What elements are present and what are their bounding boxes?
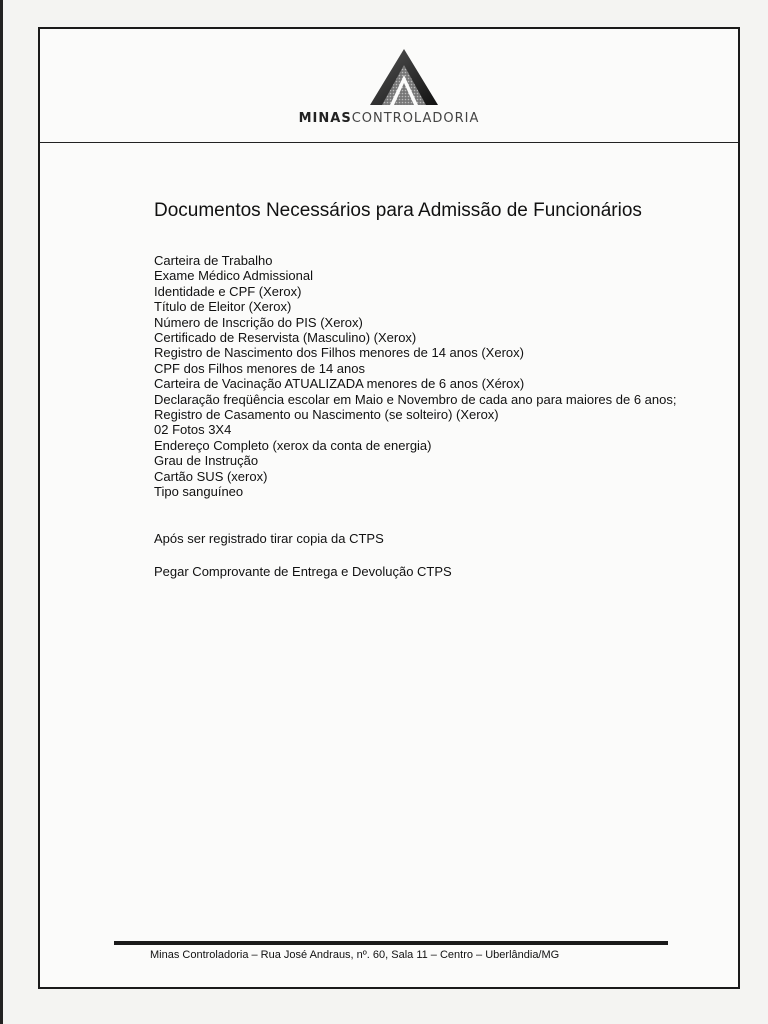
list-item: Certificado de Reservista (Masculino) (Xerox) [154, 330, 417, 346]
note-receipt: Pegar Comprovante de Entrega e Devolução CTPS [154, 564, 452, 579]
list-item: Endereço Completo (xerox da conta de energia) [154, 437, 432, 453]
list-item: CPF dos Filhos menores de 14 anos [154, 360, 365, 376]
list-item: Declaração freqüência escolar em Maio e Novembro de cada ano para maiores de 6 anos; [154, 391, 677, 407]
footer-address: Minas Controladoria – Rua José Andraus, nº. 60, Sala 11 – Centro – Uberlândia/MG [150, 949, 560, 961]
document-list [154, 253, 676, 500]
brand-name-bold: MINAS [298, 111, 352, 126]
list-item: Tipo sanguíneo [154, 484, 244, 500]
list-item: 02 Fotos 3X4 [154, 422, 232, 438]
list-item: Número de Inscrição do PIS (Xerox) [154, 314, 363, 330]
brand-name-light: CONTROLADORIA [351, 111, 480, 126]
list-item: Exame Médico Admissional [154, 268, 313, 284]
list-item: Identidade e CPF (Xerox) [154, 283, 302, 299]
triangle-logo-icon [368, 47, 440, 107]
list-item: Título de Eleitor (Xerox) [154, 299, 292, 315]
page-title: Documentos Necessários para Admissão de Funcionários [154, 200, 642, 221]
list-item: Registro de Casamento ou Nascimento (se solteiro) (Xerox) [154, 407, 499, 423]
list-item: Registro de Nascimento dos Filhos menores de 14 anos (Xerox) [154, 345, 524, 361]
list-item: Carteira de Trabalho [154, 253, 273, 268]
footer-divider [114, 941, 668, 945]
letterhead [40, 29, 738, 143]
list-item: Carteira de Vacinação ATUALIZADA menores de 6 anos (Xérox) [154, 376, 525, 392]
brand-name [40, 111, 738, 126]
note-after-registration: Após ser registrado tirar copia da CTPS [154, 531, 384, 546]
document-page [38, 27, 740, 989]
list-item: Cartão SUS (xerox) [154, 468, 268, 484]
binder-edge [0, 0, 3, 1024]
list-item: Grau de Instrução [154, 453, 259, 469]
